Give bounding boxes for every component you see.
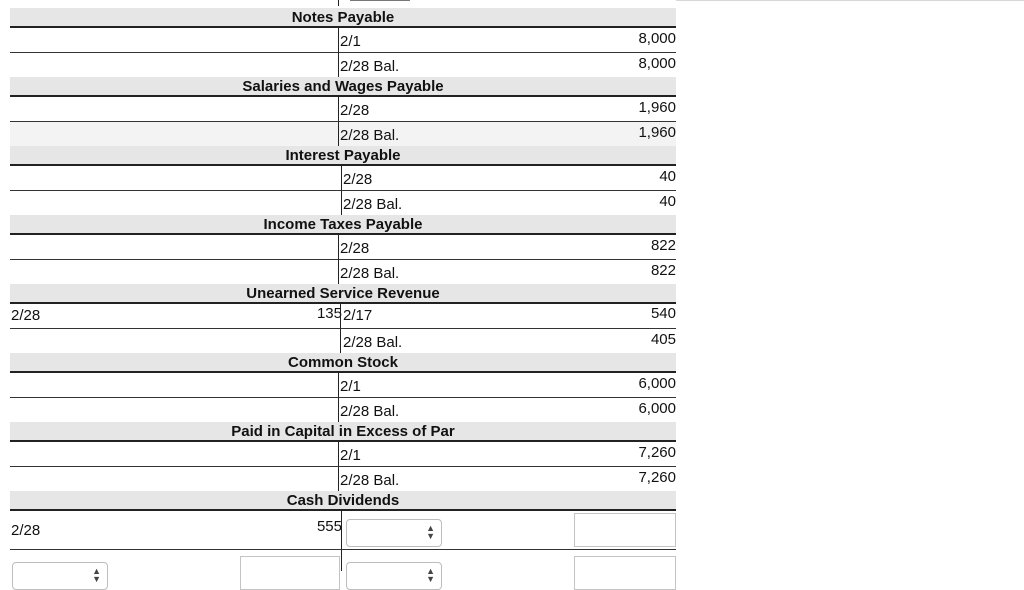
account-title-common-stock: Common Stock bbox=[10, 353, 676, 373]
right-date: 2/28 Bal. bbox=[340, 127, 400, 144]
right-date: 2/28 bbox=[340, 102, 370, 119]
right-amount: 6,000 bbox=[638, 400, 676, 417]
right-amount: 8,000 bbox=[638, 30, 676, 47]
left-amount: 555 bbox=[316, 518, 342, 535]
ledger-row bbox=[10, 442, 676, 467]
account-title-salaries-wages-payable: Salaries and Wages Payable bbox=[10, 77, 676, 97]
account-title-notes-payable: Notes Payable bbox=[10, 8, 676, 28]
account-title-interest-payable: Interest Payable bbox=[10, 146, 676, 166]
date-select[interactable] bbox=[12, 562, 108, 590]
right-date: 2/28 Bal. bbox=[343, 334, 403, 351]
ledger-row bbox=[10, 28, 676, 53]
right-date: 2/28 Bal. bbox=[343, 196, 403, 213]
ledger-row bbox=[10, 166, 676, 191]
right-date: 2/28 bbox=[343, 171, 373, 188]
t-line bbox=[338, 122, 339, 146]
ledger-row bbox=[10, 122, 676, 147]
ledger-row bbox=[10, 373, 676, 398]
select-arrows-icon: ▲ ▼ bbox=[426, 566, 435, 584]
t-line bbox=[338, 97, 339, 121]
ledger-row bbox=[10, 511, 676, 550]
tick-mark-line bbox=[350, 0, 410, 1]
right-date: 2/1 bbox=[340, 447, 361, 464]
t-line bbox=[341, 511, 342, 549]
t-line bbox=[338, 373, 339, 397]
t-line bbox=[338, 235, 339, 259]
account-title-income-taxes-payable: Income Taxes Payable bbox=[10, 215, 676, 235]
t-line bbox=[338, 467, 339, 491]
right-date: 2/1 bbox=[340, 378, 361, 395]
left-date: 2/28 bbox=[11, 522, 41, 539]
amount-input[interactable] bbox=[574, 513, 676, 547]
right-amount: 822 bbox=[650, 237, 676, 254]
right-date: 2/28 Bal. bbox=[340, 472, 400, 489]
t-line bbox=[338, 260, 339, 284]
right-date: 2/17 bbox=[343, 307, 373, 324]
t-line bbox=[338, 53, 339, 77]
ledger-row bbox=[10, 467, 676, 492]
right-amount: 1,960 bbox=[638, 124, 676, 141]
right-amount: 822 bbox=[650, 262, 676, 279]
right-amount: 40 bbox=[659, 168, 676, 185]
t-line bbox=[338, 442, 339, 466]
t-line bbox=[338, 398, 339, 422]
amount-input[interactable] bbox=[574, 556, 676, 590]
ledger-row bbox=[10, 97, 676, 122]
ledger-row bbox=[10, 304, 676, 329]
top-divider bbox=[676, 0, 1024, 1]
t-line bbox=[338, 28, 339, 52]
right-amount: 7,260 bbox=[638, 469, 676, 486]
date-select[interactable] bbox=[346, 519, 442, 547]
right-amount: 40 bbox=[659, 193, 676, 210]
account-title-cash-dividends: Cash Dividends bbox=[10, 491, 676, 511]
right-date: 2/1 bbox=[340, 33, 361, 50]
select-arrows-icon: ▲ ▼ bbox=[426, 523, 435, 541]
right-date: 2/28 Bal. bbox=[340, 403, 400, 420]
amount-input[interactable] bbox=[240, 556, 340, 590]
ledger-row bbox=[10, 329, 676, 354]
right-amount: 405 bbox=[650, 331, 676, 348]
right-amount: 7,260 bbox=[638, 444, 676, 461]
ledger-row bbox=[10, 191, 676, 216]
right-date: 2/28 bbox=[340, 240, 370, 257]
select-arrows-icon: ▲ ▼ bbox=[92, 566, 101, 584]
ledger-row bbox=[10, 53, 676, 78]
ledger-row bbox=[10, 260, 676, 285]
date-select[interactable] bbox=[346, 562, 442, 590]
right-amount: 6,000 bbox=[638, 375, 676, 392]
ledger-row bbox=[10, 235, 676, 260]
t-line bbox=[340, 304, 341, 328]
right-amount: 8,000 bbox=[638, 55, 676, 72]
right-date: 2/28 Bal. bbox=[340, 58, 400, 75]
right-amount: 540 bbox=[650, 305, 676, 322]
account-title-unearned-service-revenue: Unearned Service Revenue bbox=[10, 284, 676, 304]
t-line bbox=[341, 550, 342, 571]
right-amount: 1,960 bbox=[638, 99, 676, 116]
tick-mark bbox=[338, 0, 339, 6]
account-title-paid-in-capital: Paid in Capital in Excess of Par bbox=[10, 422, 676, 442]
left-amount: 135 bbox=[316, 305, 342, 322]
t-accounts-ledger bbox=[10, 0, 676, 584]
right-date: 2/28 Bal. bbox=[340, 265, 400, 282]
t-line bbox=[341, 191, 342, 215]
t-line bbox=[340, 329, 341, 353]
ledger-row bbox=[10, 398, 676, 423]
left-date: 2/28 bbox=[11, 307, 41, 324]
t-line bbox=[341, 166, 342, 190]
